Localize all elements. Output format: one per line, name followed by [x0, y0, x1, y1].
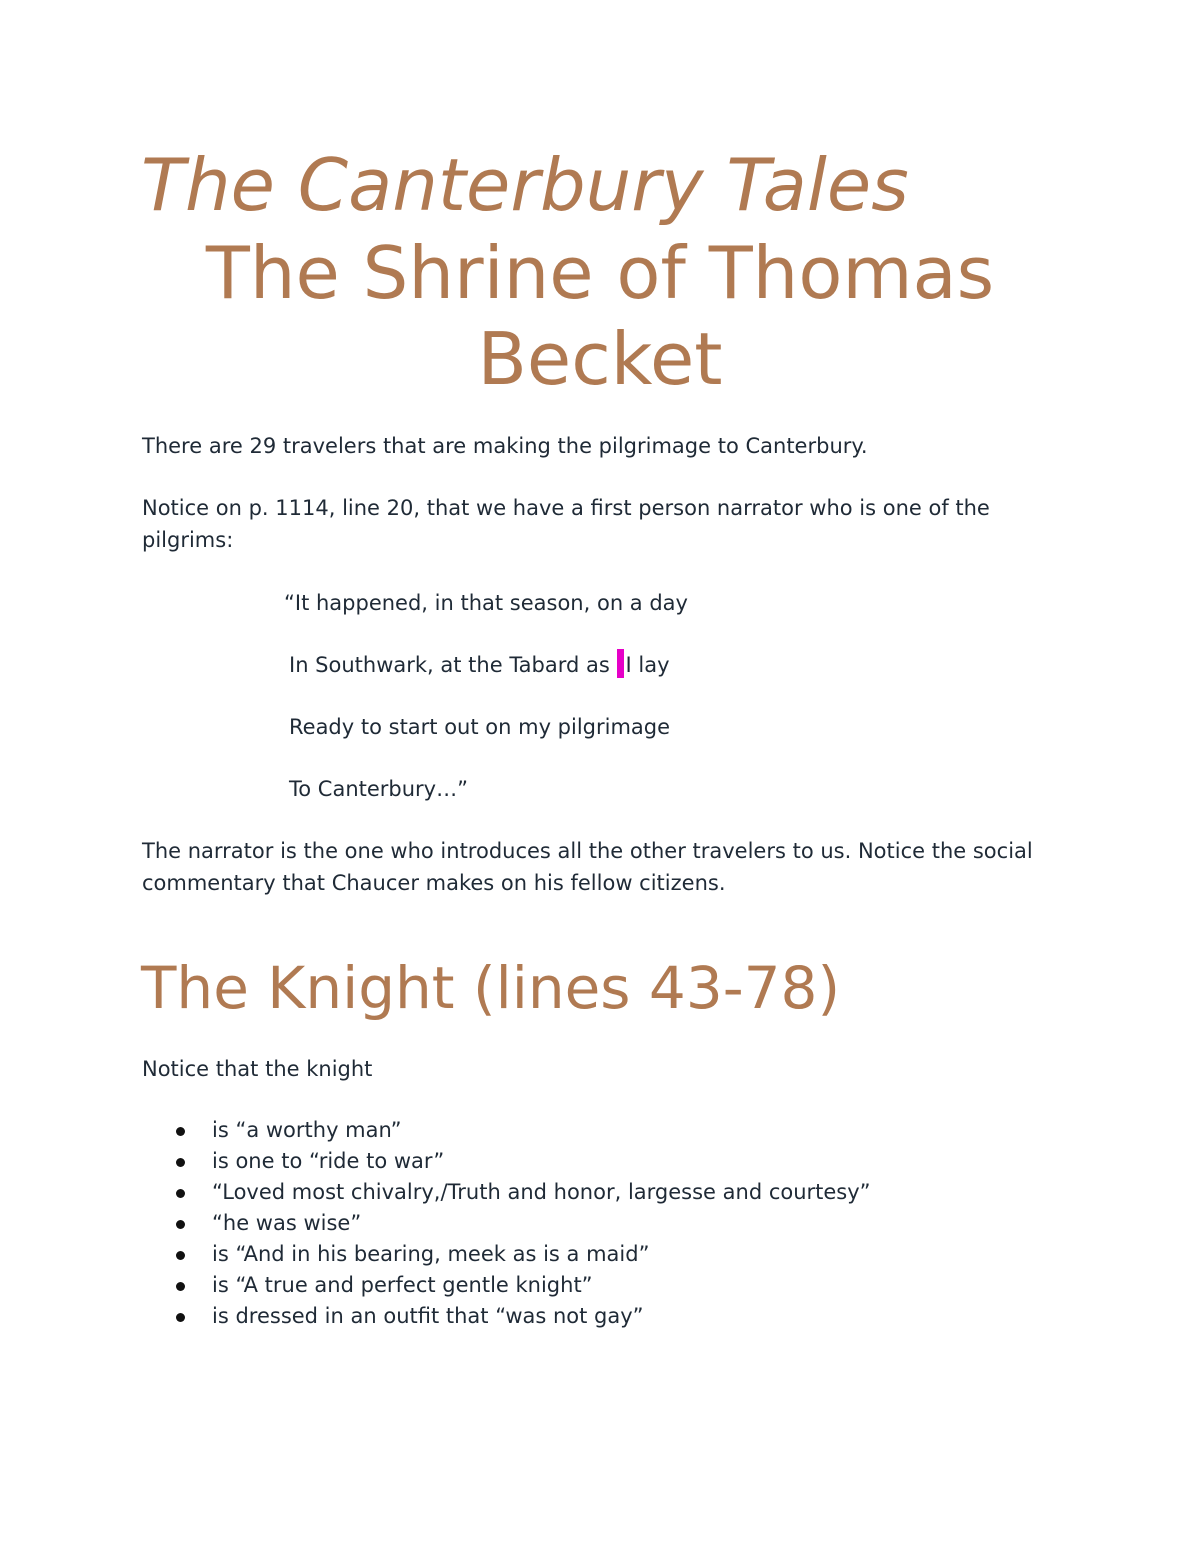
list-item-text: is “A true and perfect gentle knight” — [212, 1273, 593, 1297]
paragraph-social-commentary: The narrator is the one who introduces all the other travelers to us. Notice the social commentary that Chaucer makes on his fellow citizens. — [142, 839, 1033, 895]
quote-line-1: “It happened, in that season, on a day — [284, 591, 688, 615]
bullet-icon — [176, 1313, 185, 1322]
subtitle-line-1: The Shrine of Thomas — [205, 231, 995, 315]
quote-line-2-end: I lay — [625, 653, 670, 677]
list-item-text: “Loved most chivalry,/Truth and honor, largesse and courtesy” — [212, 1180, 871, 1204]
text-cursor — [617, 649, 624, 678]
list-item — [172, 1270, 871, 1301]
list-item — [172, 1208, 871, 1239]
bullet-icon — [176, 1127, 185, 1136]
document-title: The Canterbury Tales — [141, 143, 909, 227]
bullet-icon — [176, 1220, 185, 1229]
quote-line-4: To Canterbury…” — [289, 777, 468, 801]
document-subtitle — [100, 230, 1100, 402]
paragraph-travelers: There are 29 travelers that are making the pilgrimage to Canterbury. — [142, 434, 868, 458]
bullet-icon — [176, 1251, 185, 1260]
list-item-text: is one to “ride to war” — [212, 1149, 445, 1173]
list-item — [172, 1239, 871, 1270]
list-item — [172, 1301, 871, 1332]
bullet-icon — [176, 1158, 185, 1167]
quote-line-2-text: In Southwark, at the Tabard as — [289, 653, 617, 677]
knight-intro: Notice that the knight — [142, 1057, 373, 1081]
quote-line-2 — [289, 649, 670, 681]
bullet-icon — [176, 1282, 185, 1291]
list-item-text: is “a worthy man” — [212, 1118, 402, 1142]
list-item-text: is dressed in an outfit that “was not gay” — [212, 1304, 644, 1328]
list-item-text: “he was wise” — [212, 1211, 362, 1235]
list-item-text: is “And in his bearing, meek as is a maid” — [212, 1242, 650, 1266]
list-item — [172, 1177, 871, 1208]
subtitle-line-2: Becket — [477, 317, 723, 401]
bullet-icon — [176, 1189, 185, 1198]
section-heading-knight: The Knight (lines 43-78) — [141, 954, 841, 1022]
list-item — [172, 1115, 871, 1146]
knight-bullet-list — [172, 1115, 871, 1332]
quote-line-3: Ready to start out on my pilgrimage — [289, 715, 671, 739]
paragraph-narrator-notice: Notice on p. 1114, line 20, that we have a first person narrator who is one of the pilgrims: — [142, 496, 990, 552]
list-item — [172, 1146, 871, 1177]
